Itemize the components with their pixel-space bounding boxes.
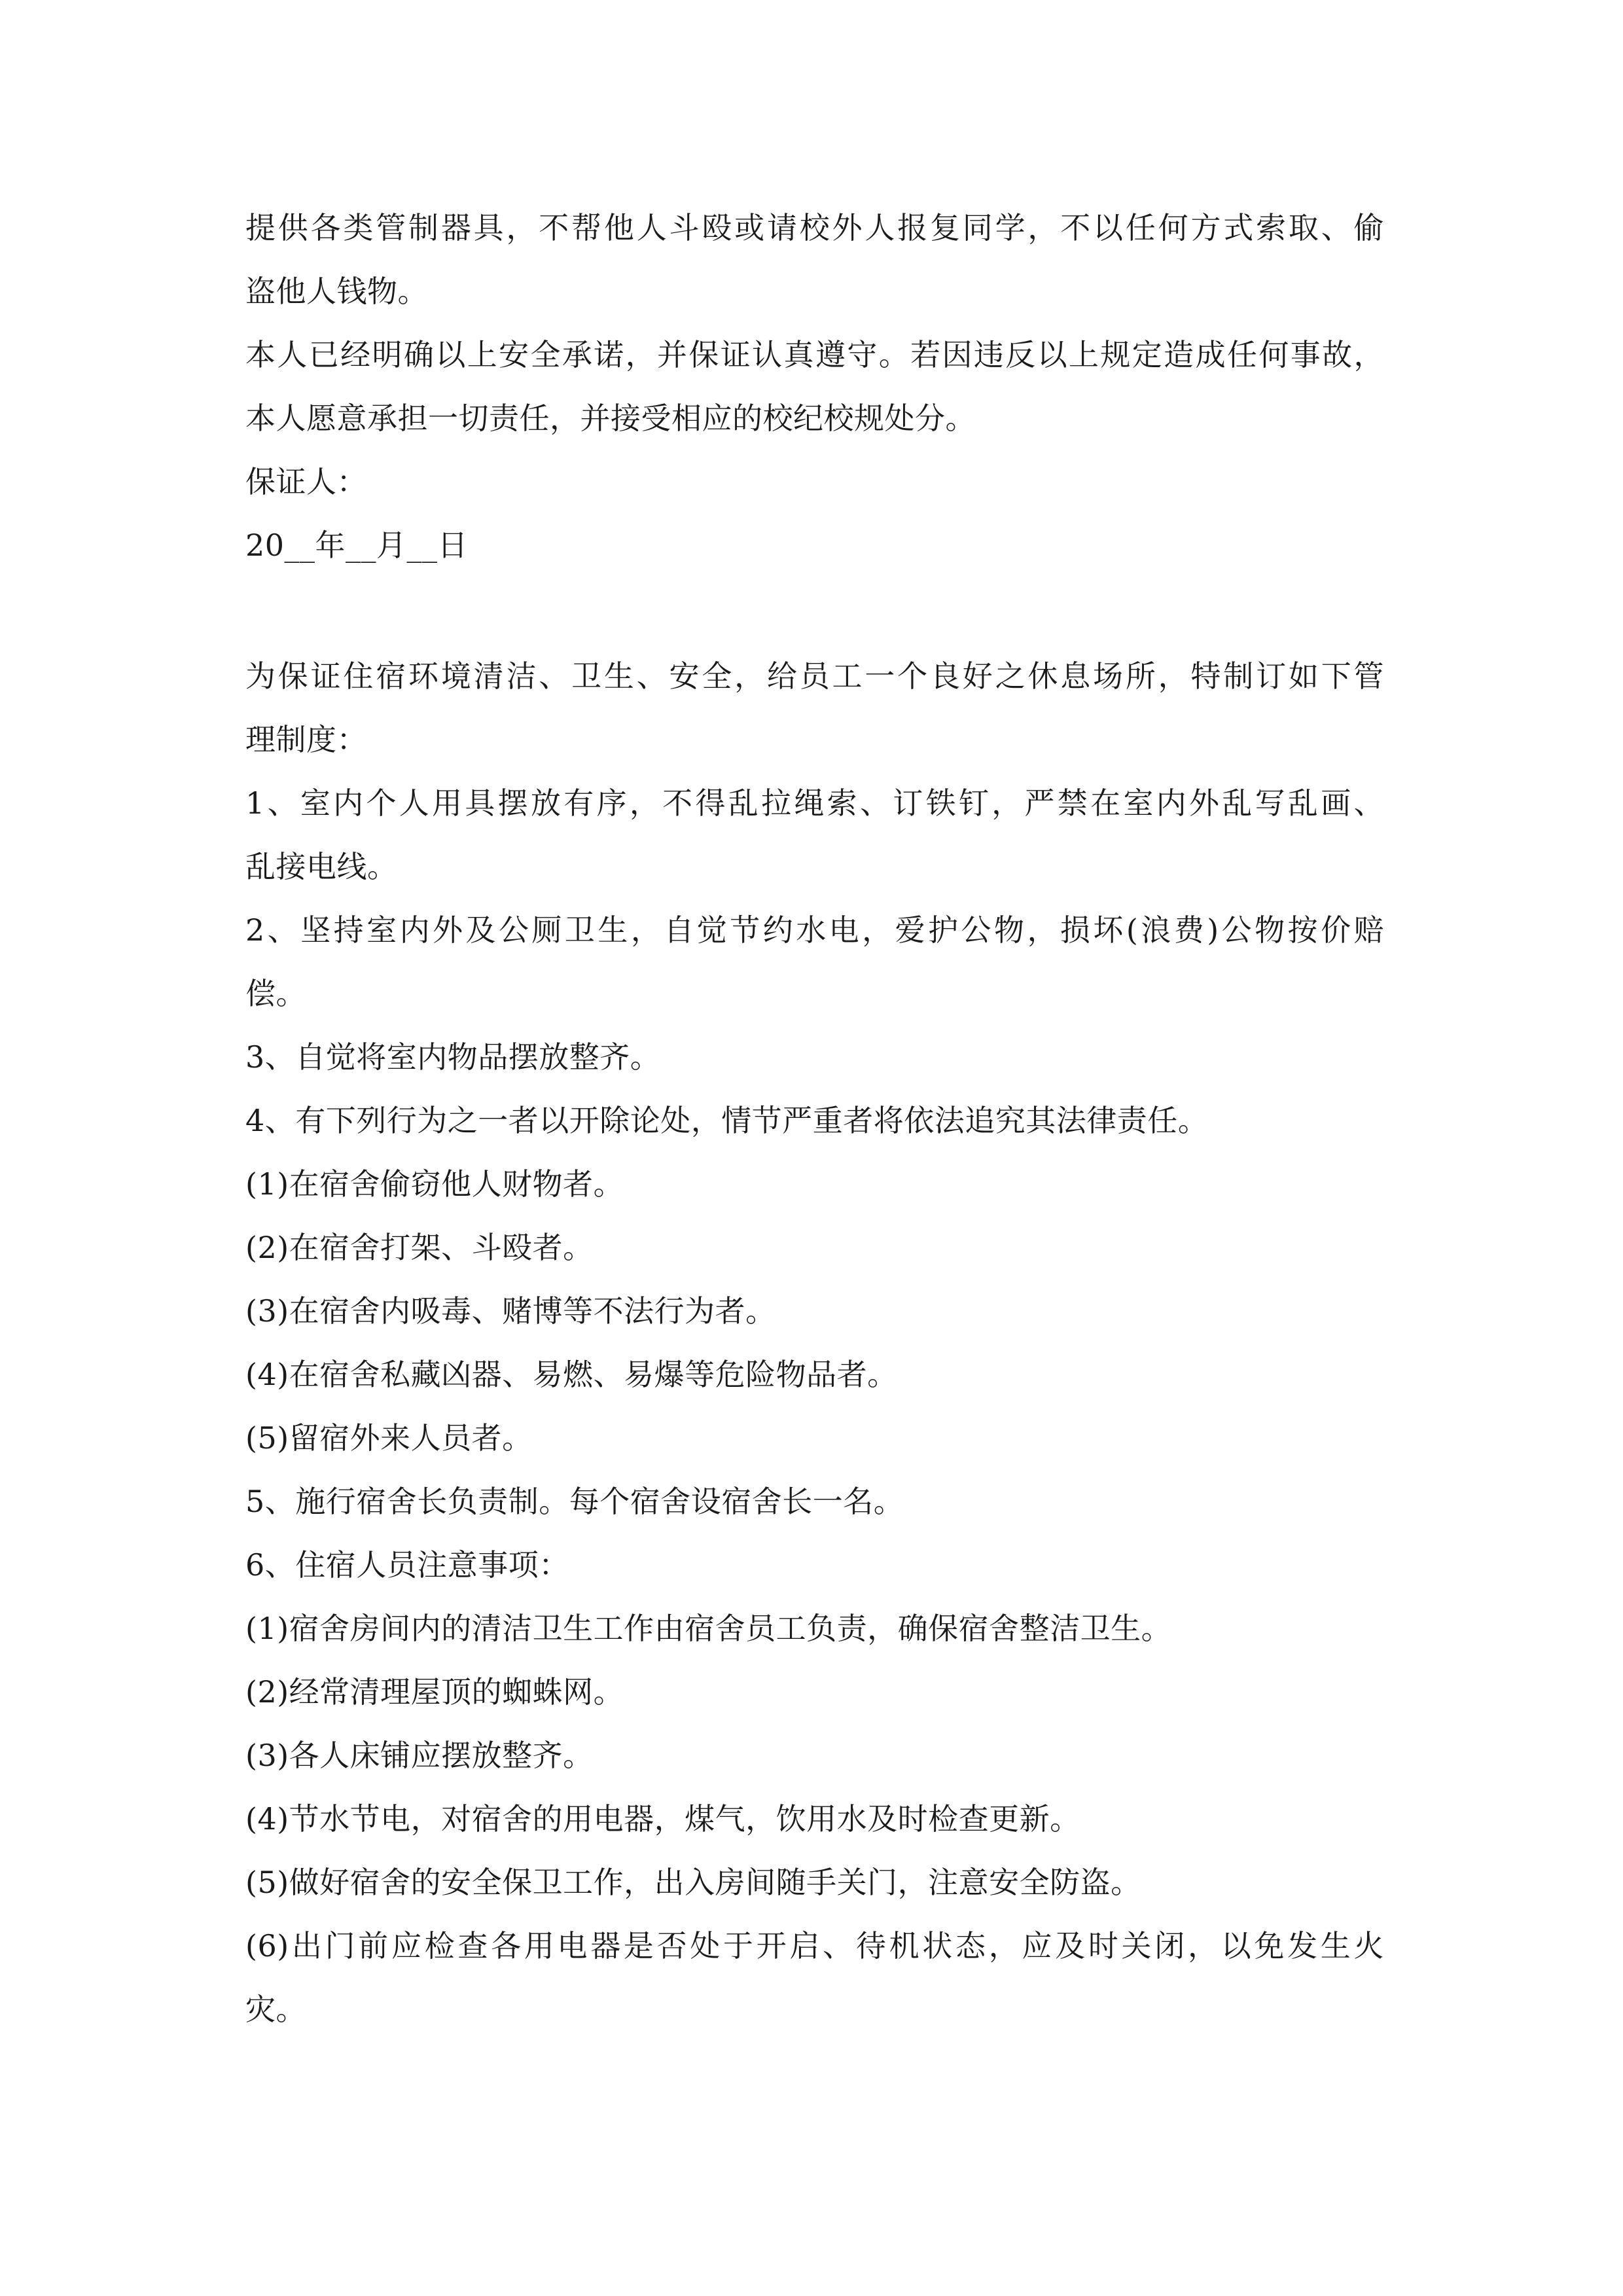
rules-intro-line: 理制度： xyxy=(245,722,367,757)
guarantor-label: 保证人： xyxy=(245,464,367,499)
pledge-line: 盗他人钱物。 xyxy=(245,274,428,309)
pledge-line: 本人已经明确以上安全承诺，并保证认真遵守。若因违反以上规定造成任何事故， xyxy=(245,337,1384,372)
rule-item: 3、自觉将室内物品摆放整齐。 xyxy=(245,1039,661,1075)
rule-item: 乱接电线。 xyxy=(245,849,398,884)
rule-subitem: (2)在宿舍打架、斗殴者。 xyxy=(245,1230,594,1265)
rule-subitem: 灾。 xyxy=(245,1992,306,2027)
rule-subitem: (5)留宿外来人员者。 xyxy=(245,1420,533,1456)
dormitory-rules-section xyxy=(245,645,1384,2041)
rule-item: 1、室内个人用具摆放有序，不得乱拉绳索、订铁钉，严禁在室内外乱写乱画、 xyxy=(245,785,1384,821)
rule-item: 5、施行宿舍长负责制。每个宿舍设宿舍长一名。 xyxy=(245,1484,904,1519)
rule-subitem: (2)经常清理屋顶的蜘蛛网。 xyxy=(245,1674,624,1710)
rule-item: 2、坚持室内外及公厕卫生，自觉节约水电，爱护公物，损坏(浪费)公物按价赔 xyxy=(245,912,1384,948)
rule-subitem: (3)各人床铺应摆放整齐。 xyxy=(245,1738,594,1773)
rule-subitem: (4)节水节电，对宿舍的用电器，煤气，饮用水及时检查更新。 xyxy=(245,1801,1080,1837)
rule-subitem: (5)做好宿舍的安全保卫工作，出入房间随手关门，注意安全防盗。 xyxy=(245,1865,1141,1900)
rule-item: 偿。 xyxy=(245,976,306,1011)
pledge-line: 提供各类管制器具，不帮他人斗殴或请校外人报复同学，不以任何方式索取、偷 xyxy=(245,210,1384,245)
rule-subitem: (3)在宿舍内吸毒、赌博等不法行为者。 xyxy=(245,1293,776,1329)
pledge-section xyxy=(245,196,1384,577)
date-line: 20__年__月__日 xyxy=(245,528,469,563)
rule-subitem: (4)在宿舍私藏凶器、易燃、易爆等危险物品者。 xyxy=(245,1357,898,1392)
pledge-line: 本人愿意承担一切责任，并接受相应的校纪校规处分。 xyxy=(245,401,976,436)
rule-item: 6、住宿人员注意事项： xyxy=(245,1547,569,1583)
rule-item: 4、有下列行为之一者以开除论处，情节严重者将依法追究其法律责任。 xyxy=(245,1103,1209,1138)
rule-subitem: (6)出门前应检查各用电器是否处于开启、待机状态，应及时关闭，以免发生火 xyxy=(245,1928,1384,1964)
rule-subitem: (1)宿舍房间内的清洁卫生工作由宿舍员工负责，确保宿舍整洁卫生。 xyxy=(245,1611,1172,1646)
rule-subitem: (1)在宿舍偷窃他人财物者。 xyxy=(245,1166,624,1202)
rules-intro-line: 为保证住宿环境清洁、卫生、安全，给员工一个良好之休息场所，特制订如下管 xyxy=(245,658,1384,694)
